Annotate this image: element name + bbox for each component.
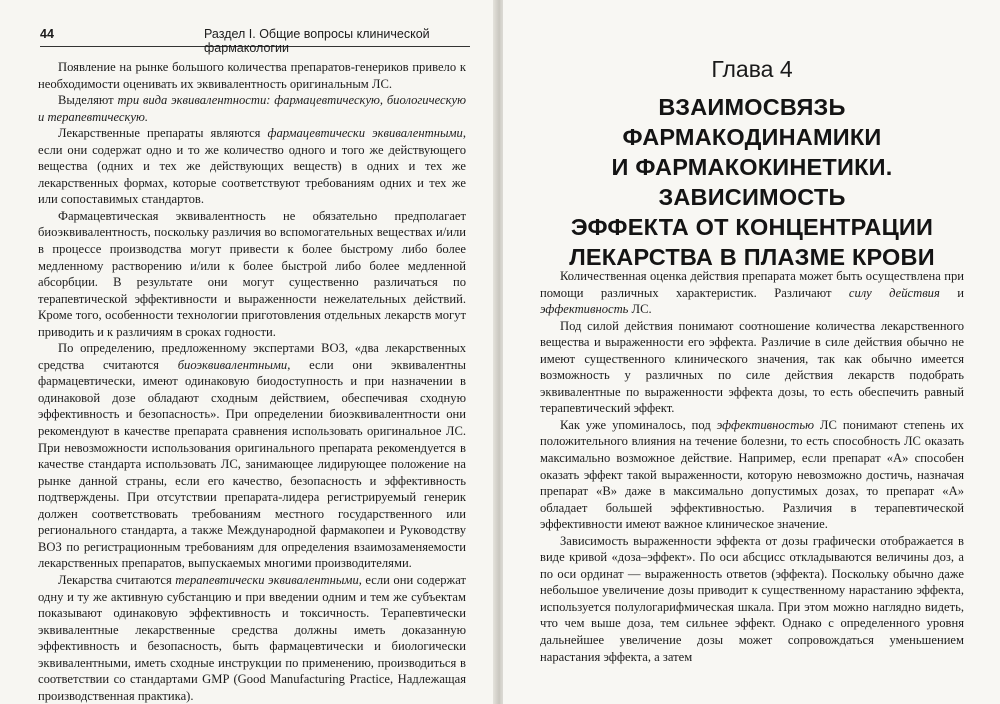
emphasis-text: биоэквивалентными — [177, 357, 288, 372]
text-run: , если они содержат одну и ту же активную субстанцию и при введении одним и тем же субъектам показывают одинаковую эффективность и токсичность. Терапевтически эквивалентные лекарственные средства должны иметь доказанную эффективность и безопасность, быть фармацевтически и биологически эквивалентными, иметь сходные инструкции по применению, производиться в соответствии со стандартами GMP (Good Manufacturing Practice, Надлежащая производственная практика). — [38, 572, 466, 703]
chapter-title-line: ЛЕКАРСТВА В ПЛАЗМЕ КРОВИ — [569, 244, 935, 270]
text-run: По определению, предложенному экспертами ВОЗ, «два лекарственных средства считаются — [38, 341, 466, 372]
text-run: , если они эквивалентны фармацевтически, имеют одинаковую биодоступность и при назначении в одинаковой дозе обладают сходным действием, обеспечивая сходную эффективность и безопасность». При определении биоэквивалентности они рекомендуют в качестве препарата сравнения использовать оригинальное ЛС. При невозможности использования оригинального препарата рекомендуется в качестве стандарта использовать ЛС, занимающее лидирующее положение на рынке данной страны, если его качество, безопасность и эффективность подтверждены. При отсутствии препарата-лидера регистрируемый генерик должен соответствовать требованиям местного государственного или регионального стандарта, а также Международной фармакопеи и Руководству ВОЗ по регистрационным требованиям для определения взаимозаменяемости лекарственных препаратов, выпускаемых многими производителями. — [38, 357, 466, 571]
emphasis-text: терапевтически эквивалентными — [175, 572, 359, 587]
text-run: Лекарства считаются — [58, 572, 176, 587]
paragraph — [38, 92, 466, 125]
paragraph — [540, 268, 964, 318]
text-run: Фармацевтическая эквивалентность не обязательно предполагает биоэквивалентность, поскольку различия во вспомогательных веществах и/или в процессе производства могут привести к более быстрому либо более медленному растворению и/или к более быстрой либо более медленной абсорбции. В результате они могут существенно различаться по терапевтической эффективности и выраженности нежелательных действий. Кроме того, особенности технологии приготовления отдельных лекарств могут приводить и к различиям в сроках годности. — [38, 208, 466, 339]
emphasis-text: эффективностью — [716, 417, 814, 432]
chapter-label: Глава 4 — [711, 56, 793, 82]
paragraph — [38, 572, 466, 704]
section-title: Раздел I. Общие вопросы клинической фармакологии — [204, 27, 430, 55]
text-run: ЛС понимают степень их положительного влияния на течение болезни, то есть способность ЛС оказать максимально возможное действие. Например, если препарат «А» способен оказать эффект такой выраженности, которую невозможно достичь, назначая препарат «В» даже в максимально допустимых дозах, то препарат «А» обладает большей эффективностью. Различия в терапевтической эффективности имеют важное клиническое значение. — [540, 417, 964, 532]
text-run: , если они содержат одно и то же количество одного и того же действующего вещества (одних и тех же действующих веществ) в одних и тех же лекарственных формах, которые соответствуют требованиям одних и тех же или сопоставимых стандартов. — [38, 126, 467, 207]
text-run: Как уже упоминалось, под — [560, 417, 717, 432]
text-run: Появление на рынке большого количества препаратов-генериков привело к необходимости оценивать их эквивалентность оригинальным ЛС. — [38, 60, 466, 91]
emphasis-text: три вида эквивалентности: фармацевтическую, биологическую и терапевтическую. — [38, 93, 466, 124]
left-body-text — [38, 59, 466, 704]
chapter-title-line: И ФАРМАКОКИНЕТИКИ. ЗАВИСИМОСТЬ — [611, 154, 893, 210]
paragraph — [38, 340, 466, 572]
right-body-text — [540, 268, 964, 665]
paragraph — [540, 417, 964, 533]
page-number: 44 — [40, 27, 54, 41]
text-run: Выделяют — [58, 93, 118, 108]
chapter-title-line: ВЗАИМОСВЯЗЬ ФАРМАКОДИНАМИКИ — [622, 94, 882, 150]
text-run: Лекарственные препараты являются — [58, 126, 268, 141]
paragraph — [38, 208, 466, 340]
emphasis-text: эффективность — [540, 302, 629, 317]
paragraph — [38, 59, 466, 92]
left-page — [0, 0, 497, 704]
text-run: и — [939, 285, 964, 300]
chapter-title — [530, 92, 974, 272]
running-head — [40, 24, 470, 55]
emphasis-text: силу действия — [848, 285, 940, 300]
text-run: Зависимость выраженности эффекта от дозы графически отображается в виде кривой «доза–эффект». По оси абсцисс откладываются величины доз, а по оси ординат — выраженность ответов (эффекта). Поскольку обычно даже небольшое увеличение дозы приводит к существенному нарастанию эффекта, используется полулогарифмическая шкала. При этом можно наглядно видеть, что чем выше доза, тем сильнее эффект. Однако с определенного уровня дальнейшее увеличение дозы может сопровождаться уменьшением нарастания эффекта, а затем — [540, 533, 964, 664]
text-run: Количественная оценка действия препарата может быть осуществлена при помощи различных характеристик. Различают — [540, 269, 964, 300]
paragraph — [540, 318, 964, 417]
chapter-title-line: ЭФФЕКТА ОТ КОНЦЕНТРАЦИИ — [570, 214, 934, 240]
text-run: ЛС. — [628, 302, 652, 317]
paragraph — [38, 125, 466, 208]
emphasis-text: фармацевтически эквивалентными — [267, 126, 463, 141]
text-run: Под силой действия понимают соотношение количества лекарственного вещества и выраженности его эффекта. Различие в силе действия обычно не имеют существенного клинического значения, так как обычно имеется возможность у различных по силе действия лекарств подобрать эквивалентные по выраженности эффекта дозы, то есть обеспечить равный терапевтический эффект. — [540, 318, 964, 416]
paragraph — [540, 533, 964, 665]
